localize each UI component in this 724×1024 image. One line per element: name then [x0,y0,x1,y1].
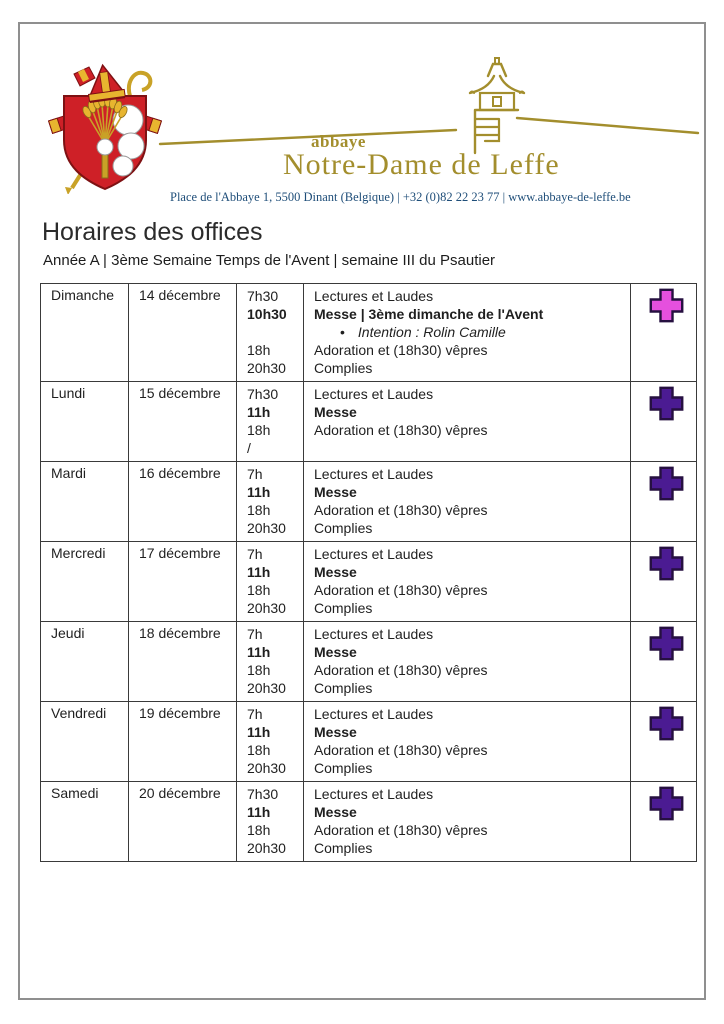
date-cell: 19 décembre [129,702,237,782]
service-label: Lectures et Laudes [314,466,434,482]
time-label: 7h30 [247,386,279,402]
time-label: 11h [247,724,271,740]
time-label: 18h [247,662,271,678]
times-cell [237,542,304,622]
times-cell [237,284,304,382]
cross-cell [631,462,697,542]
time-label: 20h30 [247,840,286,856]
times-cell [237,622,304,702]
time-label: 20h30 [247,680,286,696]
bullet-icon: • [340,324,345,340]
service-label: Complies [314,680,373,696]
service-label: Complies [314,520,373,536]
time-label: 11h [247,804,271,820]
time-label: 10h30 [247,306,287,322]
liturgical-cross-icon [648,705,685,742]
service-label: Lectures et Laudes [314,546,434,562]
service-label: Messe | 3ème dimanche de l'Avent [314,306,544,322]
cross-cell [631,382,697,462]
service-label: Messe [314,644,357,660]
service-label: Lectures et Laudes [314,386,434,402]
brand-name-label: Notre-Dame de Leffe [283,148,560,181]
services-cell [304,284,631,382]
schedule-row [41,622,697,702]
service-label: Adoration et (18h30) vêpres [314,662,488,678]
schedule-row [41,782,697,862]
day-cell: Samedi [41,782,129,862]
time-label: 7h [247,626,263,642]
service-label: Complies [314,840,373,856]
time-label: 11h [247,564,271,580]
service-label: Adoration et (18h30) vêpres [314,342,488,358]
day-cell: Mercredi [41,542,129,622]
service-label: Adoration et (18h30) vêpres [314,822,488,838]
time-label: 20h30 [247,600,286,616]
services-cell [304,702,631,782]
services-cell [304,382,631,462]
service-text: Intention : Rolin Camille [357,324,506,340]
date-cell: 18 décembre [129,622,237,702]
service-label: Adoration et (18h30) vêpres [314,582,488,598]
cross-cell [631,782,697,862]
day-cell: Lundi [41,382,129,462]
service-label: Adoration et (18h30) vêpres [314,742,488,758]
liturgical-cross-icon [648,385,685,422]
service-label: Lectures et Laudes [314,288,434,304]
times-cell [237,382,304,462]
liturgical-cross-icon [648,287,685,324]
brand-block [283,134,560,180]
page-subtitle: Année A | 3ème Semaine Temps de l'Avent | semaine III du Psautier [43,252,496,269]
day-cell: Vendredi [41,702,129,782]
day-cell: Mardi [41,462,129,542]
date-cell: 16 décembre [129,462,237,542]
time-label: 7h30 [247,288,279,304]
cross-cell [631,284,697,382]
service-label: Messe [314,484,357,500]
schedule-row [41,702,697,782]
service-label: Messe [314,564,357,580]
time-label: 11h [247,644,271,660]
liturgical-cross-icon [648,545,685,582]
time-label: 7h [247,466,263,482]
roofline-right [517,118,698,133]
date-cell: 17 décembre [129,542,237,622]
times-cell [237,462,304,542]
time-label: / [247,440,251,456]
service-label: Complies [314,760,373,776]
service-label: Messe [314,404,357,420]
liturgical-cross-icon [648,465,685,502]
address-line: Place de l'Abbaye 1, 5500 Dinant (Belgique) | +32 (0)82 22 23 77 | www.abbaye-de-leffe.be [170,190,631,204]
schedule-table [40,283,697,862]
service-label [314,323,626,341]
coat-of-arms-icon [44,52,166,194]
time-label: 20h30 [247,360,286,376]
cross-cell [631,622,697,702]
time-label: 20h30 [247,760,286,776]
services-cell [304,542,631,622]
mitre [85,63,126,103]
service-label: Complies [314,600,373,616]
times-cell [237,782,304,862]
time-label: 18h [247,742,271,758]
service-label: Complies [314,360,373,376]
time-label: 18h [247,502,271,518]
schedule-table-body [41,284,697,862]
service-label: Lectures et Laudes [314,786,434,802]
cross-cell [631,542,697,622]
date-cell: 20 décembre [129,782,237,862]
cross-cell [631,702,697,782]
day-cell: Dimanche [41,284,129,382]
brand-abbaye-label: abbaye [311,132,366,151]
time-label: 11h [247,484,271,500]
liturgical-cross-icon [648,625,685,662]
schedule-row [41,382,697,462]
time-label: 20h30 [247,520,286,536]
services-cell [304,622,631,702]
time-label: 18h [247,422,271,438]
service-label: Lectures et Laudes [314,626,434,642]
schedule-row [41,542,697,622]
time-label: 18h [247,822,271,838]
service-label: Adoration et (18h30) vêpres [314,502,488,518]
service-label: Messe [314,724,357,740]
time-label: 7h [247,546,263,562]
services-cell [304,462,631,542]
schedule-row [41,284,697,382]
time-label: 18h [247,342,271,358]
service-label: Adoration et (18h30) vêpres [314,422,488,438]
time-label: 18h [247,582,271,598]
date-cell: 14 décembre [129,284,237,382]
liturgical-cross-icon [648,785,685,822]
time-label: 7h30 [247,786,279,802]
date-cell: 15 décembre [129,382,237,462]
service-label [314,439,626,457]
times-cell [237,702,304,782]
day-cell: Jeudi [41,622,129,702]
page-title: Horaires des offices [42,218,263,246]
schedule-row [41,462,697,542]
services-cell [304,782,631,862]
service-label: Lectures et Laudes [314,706,434,722]
time-label: 7h [247,706,263,722]
time-label: 11h [247,404,271,420]
time-label [247,323,299,341]
service-label: Messe [314,804,357,820]
